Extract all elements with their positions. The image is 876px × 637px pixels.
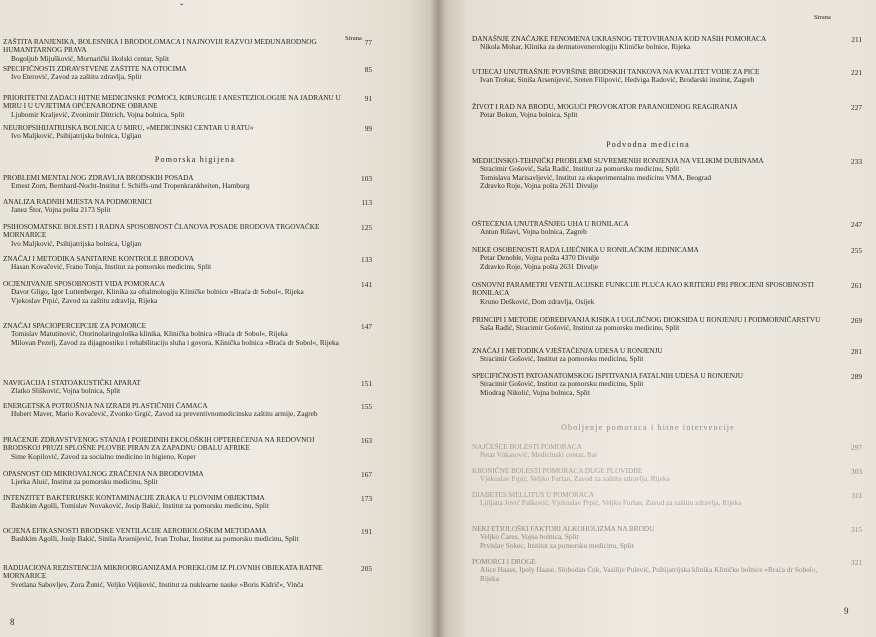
section-heading: Podvodna medicina: [606, 140, 690, 149]
entry-page-number: 141: [361, 280, 372, 289]
entry-authors: Miodrag Nikolić, Vojna bolnica, Split: [480, 388, 590, 397]
entry-title: OCJENA EFIKASNOSTI BRODSKE VENTILACIJE AEROBIOLOŠKIM METODAMA: [3, 527, 267, 535]
entry-authors: Ivo Eterović, Zavod za zaštitu zdravlja, Split: [11, 73, 142, 82]
entry-page-number: 91: [364, 94, 372, 103]
entry-authors: Vjekoslav Prpić, Veljko Furlan, Zavod za zaštitu zdravlja, Rijeka: [480, 475, 670, 484]
toc-entry[interactable]: [3, 124, 341, 141]
toc-entry[interactable]: [3, 436, 341, 461]
entry-page-number: 247: [851, 220, 862, 229]
entry-authors: Ivan Trohar, Siniša Arsenijević, Sreten Filipović, Hedviga Radović, Brodarski institut, Zagreb: [480, 76, 755, 85]
page-header-label: Strana: [345, 35, 362, 42]
entry-authors: Bashkim Agolli, Josip Bakić, Siniša Arsenijević, Ivan Trohar, Institut za pomorsku medicinu, Split: [11, 535, 299, 544]
entry-title: UTJECAJ UNUTRAŠNJE POVRŠINE BRODSKIH TANKOVA NA KVALITET VODE ZA PIĆE: [472, 68, 760, 76]
toc-entry[interactable]: [3, 470, 341, 487]
entry-authors: Zdravko Roje, Vojna pošta 2631 Divulje: [480, 262, 599, 271]
section-heading: Oboljenje pomoraca i hitne intervencije: [561, 423, 735, 432]
entry-title: DIABETES MELLITUS U POMORACA: [472, 491, 595, 499]
toc-entry[interactable]: [3, 280, 341, 305]
entry-authors: Hasan Kovačević, Frano Tonja, Institut za pomorsku medicinu, Split: [11, 263, 212, 272]
toc-entry[interactable]: [472, 68, 822, 85]
toc-entry[interactable]: [472, 347, 822, 364]
toc-entry[interactable]: [472, 525, 822, 550]
entry-title: ZNAČAJ I METODIKA VJEŠTAČENJA UDESA U RONJENJU: [472, 347, 663, 355]
toc-entry[interactable]: [472, 467, 822, 484]
entry-page-number: 311: [851, 491, 862, 500]
entry-page-number: 233: [851, 157, 862, 166]
entry-authors: Saša Radić, Stracimir Gošović, Institut za pomorsku medicinu, Split: [480, 324, 680, 333]
entry-page-number: 163: [361, 436, 372, 445]
entry-authors: Veljko Čares, Vojna bolnica, Split: [480, 533, 579, 542]
toc-entry[interactable]: [472, 246, 822, 271]
entry-authors: Zlatko Slišković, Vojna bolnica, Split: [11, 387, 121, 396]
entry-title: NAVIGACIJA I STATOAKUSTIČKI APARAT: [3, 379, 141, 387]
toc-entry[interactable]: [3, 402, 341, 419]
entry-page-number: 151: [361, 379, 372, 388]
toc-entry[interactable]: [3, 65, 341, 82]
toc-entry[interactable]: [3, 198, 341, 215]
toc-entry[interactable]: [472, 220, 822, 237]
entry-authors: Nikola Mohar, Klinika za dermatovenerologiju Kliničke bolnice, Rijeka: [480, 43, 691, 52]
toc-entry[interactable]: [3, 94, 341, 119]
entry-page-number: 191: [361, 527, 372, 536]
entry-authors: Stracimir Gošović, Institut za pomorsku medicinu, Split: [480, 380, 644, 389]
entry-page-number: 147: [361, 322, 372, 331]
toc-entry[interactable]: [472, 35, 822, 52]
entry-authors: Bashkim Agolli, Tomislav Novaković, Josip Bakić, Institut za pomorsku medicinu, Split: [11, 502, 269, 511]
entry-page-number: 173: [361, 494, 372, 503]
entry-page-number: 211: [851, 35, 862, 44]
entry-authors: Alice Haase, Ipoly Haase, Slobodan Čuk, Vasilije Pulević, Psihijatrijska klinika Kliničke bolnice »Braća dr Sobol«, Rijeka: [480, 566, 818, 583]
section-heading: Pomorska higijena: [154, 155, 236, 164]
page-header-label: Strana: [814, 14, 831, 21]
entry-title: OŠTEĆENJA UNUTRAŠNJEG UHA U RONILACA: [472, 220, 629, 228]
entry-authors: Stracimir Gošović, Saša Radić, Institut za pomorsku medicinu, Split: [480, 165, 680, 174]
entry-page-number: 255: [851, 246, 862, 255]
entry-title: MEDICINSKO-TEHNIČKI PROBLEMI SUVREMENIH RONJENJA NA VELIKIM DUBINAMA: [472, 157, 764, 165]
entry-page-number: 261: [851, 281, 862, 290]
entry-page-number: 321: [851, 558, 862, 567]
toc-entry[interactable]: [472, 443, 822, 460]
toc-entry[interactable]: [3, 38, 341, 63]
toc-entry[interactable]: [472, 103, 822, 120]
entry-title: OPASNOST OD MIKROVALNOG ZRAČENJA NA BRODOVIMA: [3, 470, 204, 478]
entry-page-number: 113: [361, 198, 372, 207]
entry-authors: Ljubomir Kraljević, Zvonimir Dittrich, Vojna bolnica, Split: [11, 110, 185, 119]
entry-page-number: 281: [851, 347, 862, 356]
entry-title: PROBLEMI MENTALNOG ZDRAVLJA BRODSKIH POSADA: [3, 174, 194, 182]
entry-title: DANAŠNJE ZNAČAJKE FENOMENA UKRASNOG TETOVIRANJA KOD NAŠIH POMORACA: [472, 35, 767, 43]
entry-authors: Zdravko Roje, Vojna pošta 2631 Divulje: [480, 181, 599, 190]
page-number-right: 9: [844, 606, 849, 616]
entry-authors: Davor Gligo, Igor Luttenberger, Klinika za oftalmologiju Kliničke bolnice »Braća dr Sobol«, Rijeka: [11, 288, 304, 297]
entry-authors: Petar Vukasović, Medicinski centar, Bar: [480, 451, 598, 460]
entry-page-number: 315: [851, 525, 862, 534]
entry-authors: Ivo Maljković, Psihijatrijska bolnica, Ugljan: [11, 132, 142, 141]
entry-title: NEKI ETIOLOŠKI FAKTORI ALKOHOLIZMA NA BRODU: [472, 525, 655, 533]
entry-title: ZAŠTITA RANJENIKA, BOLESNIKA I BRODOLOMACA I NAJNOVIJI RAZVOJ MEĐUNARODNOG HUMANITARNOG PRAVA: [3, 38, 317, 55]
entry-authors: Janez Štor, Vojna pošta 2173 Split: [11, 206, 111, 215]
toc-entry[interactable]: [3, 564, 341, 589]
entry-authors: Ljerka Aluić, Institut za pomorsku medicinu, Split: [11, 478, 158, 487]
entry-authors: Ivo Maljković, Psihijatrijska bolnica, Ugljan: [11, 239, 142, 248]
entry-title: NEKE OSOBENOSTI RADA LIJEČNIKA U RONILAČKIM JEDINICAMA: [472, 246, 699, 254]
entry-page-number: 221: [851, 68, 862, 77]
entry-title: INTENZITET BAKTERIJSKE KONTAMINACIJE ZRAKA U PLOVNIM OBJEKTIMA: [3, 494, 265, 502]
entry-page-number: 133: [361, 255, 372, 264]
toc-entry[interactable]: [472, 558, 822, 583]
entry-page-number: 205: [361, 564, 372, 573]
toc-entry[interactable]: [3, 379, 341, 396]
entry-page-number: 269: [851, 316, 862, 325]
entry-title: ZNAČAJ SPACIOPERCEPCIJE ZA POMORCE: [3, 322, 146, 330]
entry-page-number: 297: [851, 443, 862, 452]
book-gutter: [430, 0, 446, 637]
entry-title: ENERGETSKA POTROŠNJA NA IZRADI PLASTIČNIH ČAMACA: [3, 402, 208, 410]
entry-title: ANALIZA RADNIH MJESTA NA PODMORNICI: [3, 198, 152, 206]
entry-page-number: 85: [364, 65, 372, 74]
entry-authors: Ljiljana Jović Pašković, Vjekoslav Prpić, Veljko Furlan, Zavod za zaštitu zdravlja, Rijeka: [480, 499, 742, 508]
toc-entry[interactable]: [3, 494, 341, 511]
toc-entry[interactable]: [472, 281, 822, 306]
entry-authors: Tomislava Marisavljević, Institut za eksperimentalnu medicinu VMA, Beograd: [480, 173, 711, 182]
entry-title: NEUROPSIHIJATRIJSKA BOLNICA U MIRU, »MEDICINSKI CENTAR U RATU«: [3, 124, 254, 132]
entry-page-number: 227: [851, 103, 862, 112]
toc-entry[interactable]: [472, 491, 822, 508]
toc-entry[interactable]: [3, 255, 341, 272]
entry-authors: Tomislav Matutinović, Otorinolaringološka klinika, Klinička bolnica »Braća dr Sobol«, Rijeka: [11, 330, 288, 339]
entry-authors: Bogoljub Mijušković, Mornarički školski centar, Split: [11, 54, 169, 63]
entry-authors: Petar Denoble, Vojna pošta 4370 Divulje: [480, 254, 600, 263]
entry-title: ZNAČAJ I METODIKA SANITARNE KONTROLE BRODOVA: [3, 255, 194, 263]
ink-mark: ˇ: [180, 3, 184, 14]
entry-authors: Hubert Maver, Mario Kovačević, Zvonko Grgić, Zavod za preventivnomedicinsku zaštitu armije, Zagreb: [11, 410, 318, 419]
toc-entry[interactable]: [472, 316, 822, 333]
entry-title: ŽIVOT I RAD NA BRODU, MOGUĆI PROVOKATOR PARANOIDNOG REAGIRANJA: [472, 103, 738, 111]
entry-page-number: 125: [361, 223, 372, 232]
entry-title: OSNOVNI PARAMETRI VENTILACIJSKE FUNKCIJE PLUĆA KAO KRITERIJ PRI PROCJENI SPOSOBNOSTI RONILACA: [472, 281, 814, 298]
entry-title: PRAĆENJE ZDRAVSTVENOG STANJA I POJEDINIH EKOLOŠKIH OPTEREĆENJA NA REDOVNOJ BRODSKOJ PRUZI SPLOŠNE PLOVBE PIRAN ZA ZAPADNU OBALU AFRIKE: [3, 436, 315, 453]
entry-title: PRIORITETNI ZADACI HITNE MEDICINSKE POMOĆI, KIRURGIJE I ANESTEZIOLOGIJE NA JADRANU U MIRU I U UVJETIMA OPĆENARODNE OBRANE: [3, 94, 341, 111]
entry-title: RADIJACIONA REZISTENCIJA MIKROORGANIZAMA POREKLOM IZ PLOVNIH OBJEKATA RATNE MORNARICE: [3, 564, 323, 581]
entry-authors: Svetlana Sabovljev, Zora Žunić, Veljko Veljković, Institut za nuklearne nauke »Boris Kidrič«, Vinča: [11, 580, 304, 589]
entry-authors: Milovan Pezelj, Zavod za dijagnostiku i rehabilitaciju sluha i govora, Klinička bolnica »Braća dr Sobol«, Rijeka: [11, 338, 339, 347]
entry-title: POMORCI I DROGE: [472, 558, 536, 566]
entry-page-number: 77: [364, 38, 372, 47]
entry-authors: Ernest Zorn, Bernhard-Nocht-Institut f. Schiffs-und Tropenkrankheiten, Hamburg: [11, 182, 250, 191]
toc-entry[interactable]: [3, 527, 341, 544]
entry-page-number: 155: [361, 402, 372, 411]
entry-page-number: 167: [361, 470, 372, 479]
entry-authors: Sime Kopilović, Zavod za socialno medicino in higieno, Koper: [11, 452, 196, 461]
entry-title: NAJČEŠĆE BOLESTI POMORACA: [472, 443, 582, 451]
entry-page-number: 99: [364, 124, 372, 133]
entry-page-number: 103: [361, 174, 372, 183]
entry-authors: Stracimir Gošović, Institut za pomorsku medicinu, Split: [480, 355, 644, 364]
toc-entry[interactable]: [3, 322, 341, 347]
entry-title: SPECIFIČNOSTI ZDRAVSTVENE ZAŠTITE NA OTOCIMA: [3, 65, 187, 73]
entry-page-number: 289: [851, 372, 862, 381]
entry-title: PRINCIPI I METODE ODREĐIVANJA KISIKA I UGLJIČNOG DIOKSIDA U RONJENJU I PODMORNIČARSTVU: [472, 316, 821, 324]
page-number-left: 8: [10, 617, 15, 627]
entry-page-number: 303: [851, 467, 862, 476]
entry-title: OCJENJIVANJE SPOSOBNOSTI VIDA POMORACA: [3, 280, 165, 288]
toc-entry[interactable]: [3, 223, 341, 248]
right-page: [438, 0, 876, 637]
toc-entry[interactable]: [3, 174, 341, 191]
entry-authors: Petar Bokun, Vojna bolnica, Split: [480, 111, 578, 120]
entry-authors: Vjekoslav Prpić, Zavod za zaštitu zdravlja, Rijeka: [11, 296, 158, 305]
entry-authors: Kruno Dešković, Dom zdravlja, Osijek: [480, 297, 595, 306]
toc-entry[interactable]: [472, 372, 822, 397]
entry-authors: Antun Rišavi, Vojna bolnica, Zagreb: [480, 228, 587, 237]
entry-title: KRONIČNE BOLESTI POMORACA DUGE PLOVIDBE: [472, 467, 643, 475]
entry-title: PSIHOSOMATSKE BOLESTI I RADNA SPOSOBNOST ČLANOVA POSADE BRODOVA TRGOVAČKE MORNARICE: [3, 223, 320, 240]
entry-title: SPECIFIČNOSTI PATOANATOMSKOG ISPITIVANJA FATALNIH UDESA U RONJENJU: [472, 372, 744, 380]
entry-authors: Prvislav Sokec, Institut za pomorsku medicinu, Split: [480, 541, 634, 550]
toc-entry[interactable]: [472, 157, 822, 190]
